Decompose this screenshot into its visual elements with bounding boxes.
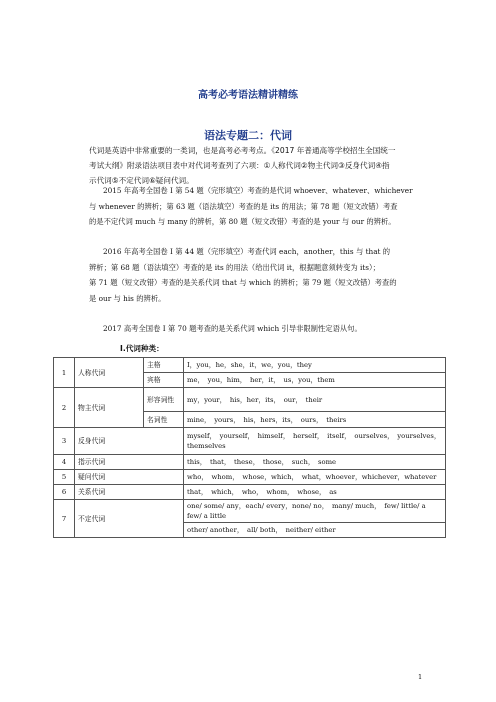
subcategory-cell: 名词性 (144, 412, 184, 428)
category-cell: 反身代词 (75, 428, 184, 455)
value-cell: other/ another， all/ both， neither/ either (184, 523, 446, 538)
row-number: 6 (54, 485, 75, 500)
category-cell: 指示代词 (75, 455, 184, 470)
category-cell: 物主代词 (75, 388, 144, 428)
paragraph-2017 (89, 321, 421, 337)
value-cell: me， you，him， her，it， us，you，them (184, 373, 446, 388)
subcategory-cell: 形容词性 (144, 388, 184, 412)
table-row (54, 388, 446, 412)
table-heading: I.代词种类： (120, 344, 164, 353)
value-cell: that， which， who， whom， whose， as (184, 485, 446, 500)
row-number: 3 (54, 428, 75, 455)
value-cell: my，your， his，her，its， our， their (184, 388, 446, 412)
paragraph-2015 (89, 183, 421, 230)
paragraph-line: 2016 年高考全国卷 I 第 44 题（完形填空）考查代词 each，another，this 与 that 的 (103, 247, 391, 256)
paragraph-2016 (89, 244, 421, 306)
row-number: 7 (54, 500, 75, 538)
pronoun-table (53, 357, 446, 538)
subcategory-cell: 宾格 (144, 373, 184, 388)
row-number: 4 (54, 455, 75, 470)
row-number: 5 (54, 470, 75, 485)
paragraph-line: 的是不定代词 much 与 many 的辨析，第 80 题（短文改错）考查的是 your 与 our 的辨析。 (89, 217, 396, 226)
section-title: 语法专题二：代词 (204, 129, 292, 142)
value-cell: mine， yours， his，hers，its， ours， theirs (184, 412, 446, 428)
category-cell: 不定代词 (75, 500, 184, 538)
table-row (54, 455, 446, 470)
subcategory-cell: 主格 (144, 358, 184, 373)
paragraph-line: 2017 高考全国卷 I 第 70 题考查的是关系代词 which 引导非限制性定语从句。 (103, 324, 362, 333)
value-cell: myself， yourself， himself， herself， itself， ourselves， yourselves， themselves (184, 428, 446, 455)
intro-line: 考试大纲》附录语法项目表中对代词考查列了六项：①人称代词②物主代词③反身代词④指 (89, 161, 390, 170)
intro-line: 代词是英语中非常重要的一类词，也是高考必考考点。《2017 年普通高等学校招生全国统一 (89, 146, 396, 155)
intro-line: 示代词⑤不定代词⑥疑问代词。 (89, 176, 194, 185)
value-cell: who， whom， whose，which， what，whoever，whichever，whatever (184, 470, 446, 485)
value-cell: I，you，he，she，it，we，you，they (184, 358, 446, 373)
row-number: 1 (54, 358, 75, 388)
table-row (54, 500, 446, 523)
category-cell: 关系代词 (75, 485, 184, 500)
paragraph-line: 辨析；第 68 题（语法填空）考查的是 its 的用法（给出代词 it，根据题意须转变为 its）； (89, 262, 380, 272)
category-cell: 疑问代词 (75, 470, 184, 485)
paragraph-line: 2015 年高考全国卷 I 第 54 题（完形填空）考查的是代词 whoever、whatever、whichever (103, 186, 413, 195)
table-row (54, 358, 446, 373)
paragraph-line: 是 our 与 his 的辨析。 (89, 293, 166, 303)
paragraph-line: 与 whenever 的辨析；第 63 题（语法填空）考查的是 its 的用法；第 78 题（短文改错）考查 (89, 201, 398, 211)
intro-paragraph (89, 143, 421, 188)
category-cell: 人称代词 (75, 358, 144, 388)
paragraph-line: 第 71 题（短文改错）考查的是关系代词 that 与 which 的辨析；第 79 题（短文改错）考查的 (89, 278, 397, 287)
table-row (54, 485, 446, 500)
page-number: 1 (418, 673, 423, 681)
row-number: 2 (54, 388, 75, 428)
value-cell: one/ some/ any，each/ every，none/ no， many/ much， few/ little/ a few/ a little (184, 500, 446, 523)
page-title: 高考必考语法精讲精练 (198, 90, 298, 101)
table-row (54, 428, 446, 455)
value-cell: this， that， these， those， such， some (184, 455, 446, 470)
table-row (54, 470, 446, 485)
